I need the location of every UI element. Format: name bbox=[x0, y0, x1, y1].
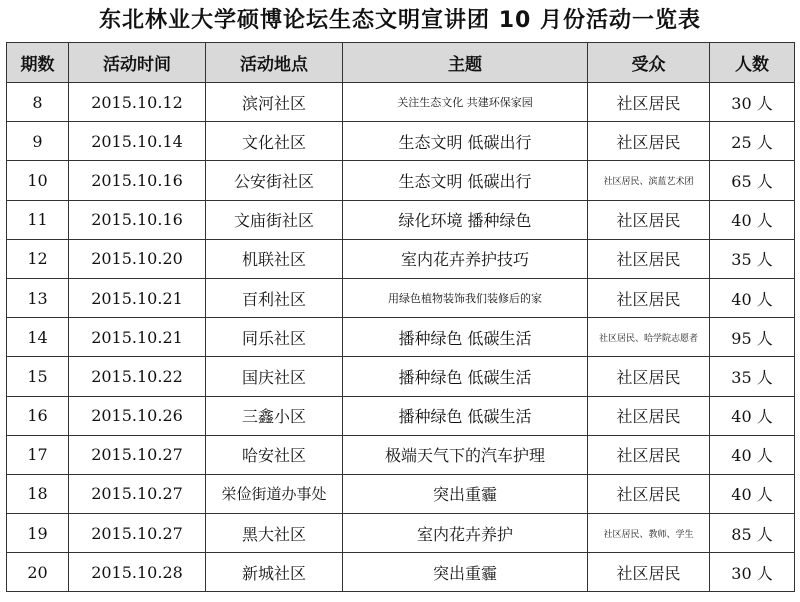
cell-issue: 11 bbox=[7, 200, 69, 239]
table-row bbox=[7, 239, 795, 278]
table-row bbox=[7, 357, 795, 396]
cell-count: 25 人 bbox=[710, 122, 795, 161]
cell-topic: 室内花卉养护技巧 bbox=[343, 239, 588, 278]
cell-place: 三鑫小区 bbox=[206, 396, 343, 435]
cell-time: 2015.10.27 bbox=[69, 435, 206, 474]
cell-count: 40 人 bbox=[710, 200, 795, 239]
cell-issue: 18 bbox=[7, 474, 69, 513]
cell-place: 公安街社区 bbox=[206, 161, 343, 200]
cell-time: 2015.10.14 bbox=[69, 122, 206, 161]
cell-place: 文庙街社区 bbox=[206, 200, 343, 239]
cell-count: 40 人 bbox=[710, 474, 795, 513]
cell-issue: 14 bbox=[7, 318, 69, 357]
cell-time: 2015.10.26 bbox=[69, 396, 206, 435]
header-issue: 期数 bbox=[7, 43, 69, 83]
cell-issue: 16 bbox=[7, 396, 69, 435]
cell-time: 2015.10.27 bbox=[69, 514, 206, 553]
cell-audience: 社区居民 bbox=[588, 396, 710, 435]
header-count: 人数 bbox=[710, 43, 795, 83]
cell-time: 2015.10.27 bbox=[69, 474, 206, 513]
cell-time: 2015.10.20 bbox=[69, 239, 206, 278]
cell-count: 40 人 bbox=[710, 396, 795, 435]
table-row bbox=[7, 514, 795, 553]
cell-audience: 社区居民 bbox=[588, 435, 710, 474]
cell-audience: 社区居民 bbox=[588, 83, 710, 122]
cell-audience: 社区居民 bbox=[588, 200, 710, 239]
cell-place: 百利社区 bbox=[206, 278, 343, 317]
cell-place: 哈安社区 bbox=[206, 435, 343, 474]
table-row bbox=[7, 161, 795, 200]
cell-time: 2015.10.16 bbox=[69, 200, 206, 239]
cell-time: 2015.10.28 bbox=[69, 553, 206, 592]
cell-topic: 播种绿色 低碳生活 bbox=[343, 357, 588, 396]
cell-topic: 极端天气下的汽车护理 bbox=[343, 435, 588, 474]
table-row bbox=[7, 474, 795, 513]
activity-table bbox=[6, 42, 795, 592]
cell-topic: 关注生态文化 共建环保家园 bbox=[343, 83, 588, 122]
cell-issue: 19 bbox=[7, 514, 69, 553]
cell-audience: 社区居民 bbox=[588, 239, 710, 278]
table-row bbox=[7, 122, 795, 161]
cell-count: 30 人 bbox=[710, 83, 795, 122]
cell-topic: 突出重霾 bbox=[343, 474, 588, 513]
cell-time: 2015.10.12 bbox=[69, 83, 206, 122]
cell-place: 机联社区 bbox=[206, 239, 343, 278]
cell-place: 同乐社区 bbox=[206, 318, 343, 357]
cell-audience: 社区居民 bbox=[588, 553, 710, 592]
cell-time: 2015.10.16 bbox=[69, 161, 206, 200]
table-row bbox=[7, 278, 795, 317]
table-row bbox=[7, 200, 795, 239]
cell-issue: 8 bbox=[7, 83, 69, 122]
cell-issue: 15 bbox=[7, 357, 69, 396]
cell-topic: 生态文明 低碳出行 bbox=[343, 122, 588, 161]
cell-issue: 10 bbox=[7, 161, 69, 200]
header-audience: 受众 bbox=[588, 43, 710, 83]
cell-count: 35 人 bbox=[710, 357, 795, 396]
cell-audience: 社区居民 bbox=[588, 278, 710, 317]
table-row bbox=[7, 83, 795, 122]
table-row bbox=[7, 318, 795, 357]
cell-place: 国庆社区 bbox=[206, 357, 343, 396]
table-header-row bbox=[7, 43, 795, 83]
cell-audience: 社区居民、教师、学生 bbox=[588, 514, 710, 553]
cell-issue: 9 bbox=[7, 122, 69, 161]
document-title: 东北林业大学硕博论坛生态文明宣讲团 10 月份活动一览表 bbox=[99, 8, 701, 33]
cell-place: 滨河社区 bbox=[206, 83, 343, 122]
header-place: 活动地点 bbox=[206, 43, 343, 83]
cell-topic: 用绿色植物装饰我们装修后的家 bbox=[343, 278, 588, 317]
cell-topic: 播种绿色 低碳生活 bbox=[343, 318, 588, 357]
cell-place: 栄俭街道办事处 bbox=[206, 474, 343, 513]
table-row bbox=[7, 435, 795, 474]
cell-count: 35 人 bbox=[710, 239, 795, 278]
cell-place: 新城社区 bbox=[206, 553, 343, 592]
cell-place: 文化社区 bbox=[206, 122, 343, 161]
cell-count: 30 人 bbox=[710, 553, 795, 592]
cell-count: 95 人 bbox=[710, 318, 795, 357]
cell-time: 2015.10.21 bbox=[69, 318, 206, 357]
cell-topic: 室内花卉养护 bbox=[343, 514, 588, 553]
table-row bbox=[7, 396, 795, 435]
cell-audience: 社区居民 bbox=[588, 122, 710, 161]
cell-count: 65 人 bbox=[710, 161, 795, 200]
cell-count: 85 人 bbox=[710, 514, 795, 553]
cell-audience: 社区居民 bbox=[588, 357, 710, 396]
cell-issue: 13 bbox=[7, 278, 69, 317]
cell-topic: 突出重霾 bbox=[343, 553, 588, 592]
cell-issue: 20 bbox=[7, 553, 69, 592]
cell-topic: 绿化环境 播种绿色 bbox=[343, 200, 588, 239]
cell-time: 2015.10.21 bbox=[69, 278, 206, 317]
header-time: 活动时间 bbox=[69, 43, 206, 83]
cell-audience: 社区居民、哈学院志愿者 bbox=[588, 318, 710, 357]
cell-count: 40 人 bbox=[710, 435, 795, 474]
cell-time: 2015.10.22 bbox=[69, 357, 206, 396]
cell-topic: 播种绿色 低碳生活 bbox=[343, 396, 588, 435]
header-topic: 主题 bbox=[343, 43, 588, 83]
cell-issue: 12 bbox=[7, 239, 69, 278]
cell-topic: 生态文明 低碳出行 bbox=[343, 161, 588, 200]
table-row bbox=[7, 553, 795, 592]
cell-place: 黑大社区 bbox=[206, 514, 343, 553]
cell-audience: 社区居民、滨蓝艺术团 bbox=[588, 161, 710, 200]
cell-audience: 社区居民 bbox=[588, 474, 710, 513]
cell-issue: 17 bbox=[7, 435, 69, 474]
cell-count: 40 人 bbox=[710, 278, 795, 317]
